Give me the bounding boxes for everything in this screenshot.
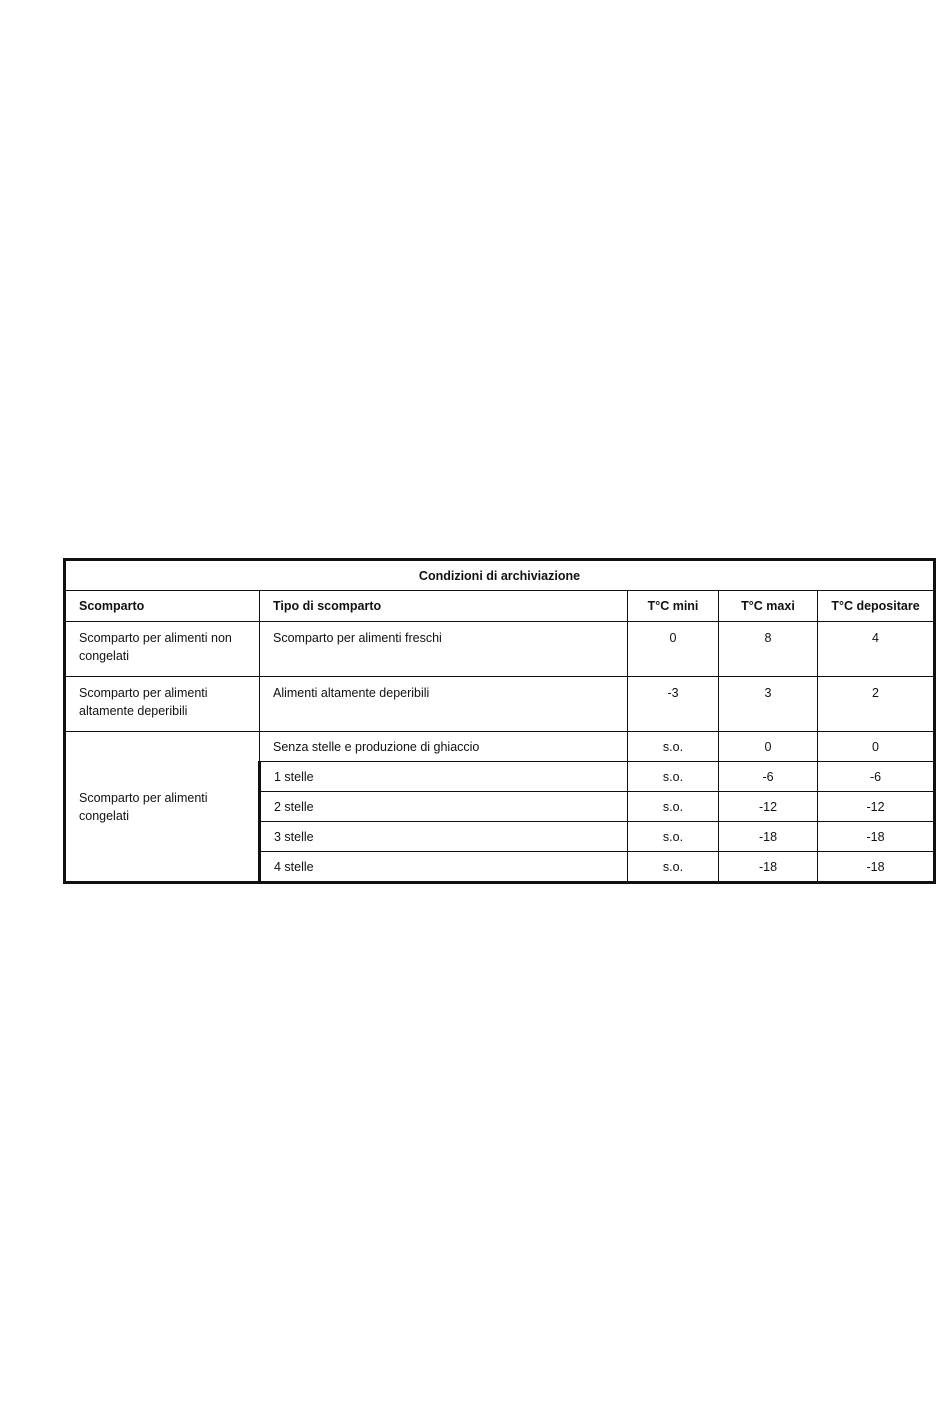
cell-temp-max: 8 [719,622,818,677]
cell-temp-min: s.o. [628,792,719,822]
cell-compartment-type: 1 stelle [260,762,628,792]
cell-temp-max: -18 [719,822,818,852]
cell-temp-max: -18 [719,852,818,883]
table-row [65,622,935,677]
table-title: Condizioni di archiviazione [65,560,935,591]
header-compartment: Scomparto [65,591,260,622]
cell-temp-store: 0 [818,732,935,762]
cell-temp-min: s.o. [628,852,719,883]
cell-compartment: Scomparto per alimenti non congelati [65,622,260,677]
cell-temp-store: 2 [818,677,935,732]
cell-compartment-type: Alimenti altamente deperibili [260,677,628,732]
cell-temp-store: -6 [818,762,935,792]
cell-temp-store: -18 [818,852,935,883]
cell-temp-max: 0 [719,732,818,762]
header-temp-min: T°C mini [628,591,719,622]
table-title-row [65,560,935,591]
cell-compartment: Scomparto per alimenti altamente deperibili [65,677,260,732]
cell-temp-max: 3 [719,677,818,732]
cell-compartment-type: 2 stelle [260,792,628,822]
cell-compartment-type: Senza stelle e produzione di ghiaccio [260,732,628,762]
table-header-row [65,591,935,622]
cell-compartment-type: Scomparto per alimenti freschi [260,622,628,677]
table-row [65,732,935,762]
cell-temp-min: 0 [628,622,719,677]
cell-compartment-type: 4 stelle [260,852,628,883]
header-temp-max: T°C maxi [719,591,818,622]
cell-temp-store: 4 [818,622,935,677]
storage-conditions-table [63,558,936,884]
cell-temp-store: -12 [818,792,935,822]
cell-compartment-type: 3 stelle [260,822,628,852]
header-temp-store: T°C depositare [818,591,935,622]
cell-temp-min: s.o. [628,762,719,792]
cell-temp-min: s.o. [628,732,719,762]
cell-temp-min: s.o. [628,822,719,852]
cell-compartment-frozen: Scomparto per alimenti congelati [65,732,260,883]
cell-temp-max: -6 [719,762,818,792]
cell-temp-max: -12 [719,792,818,822]
cell-temp-store: -18 [818,822,935,852]
header-compartment-type: Tipo di scomparto [260,591,628,622]
cell-temp-min: -3 [628,677,719,732]
table-row [65,677,935,732]
